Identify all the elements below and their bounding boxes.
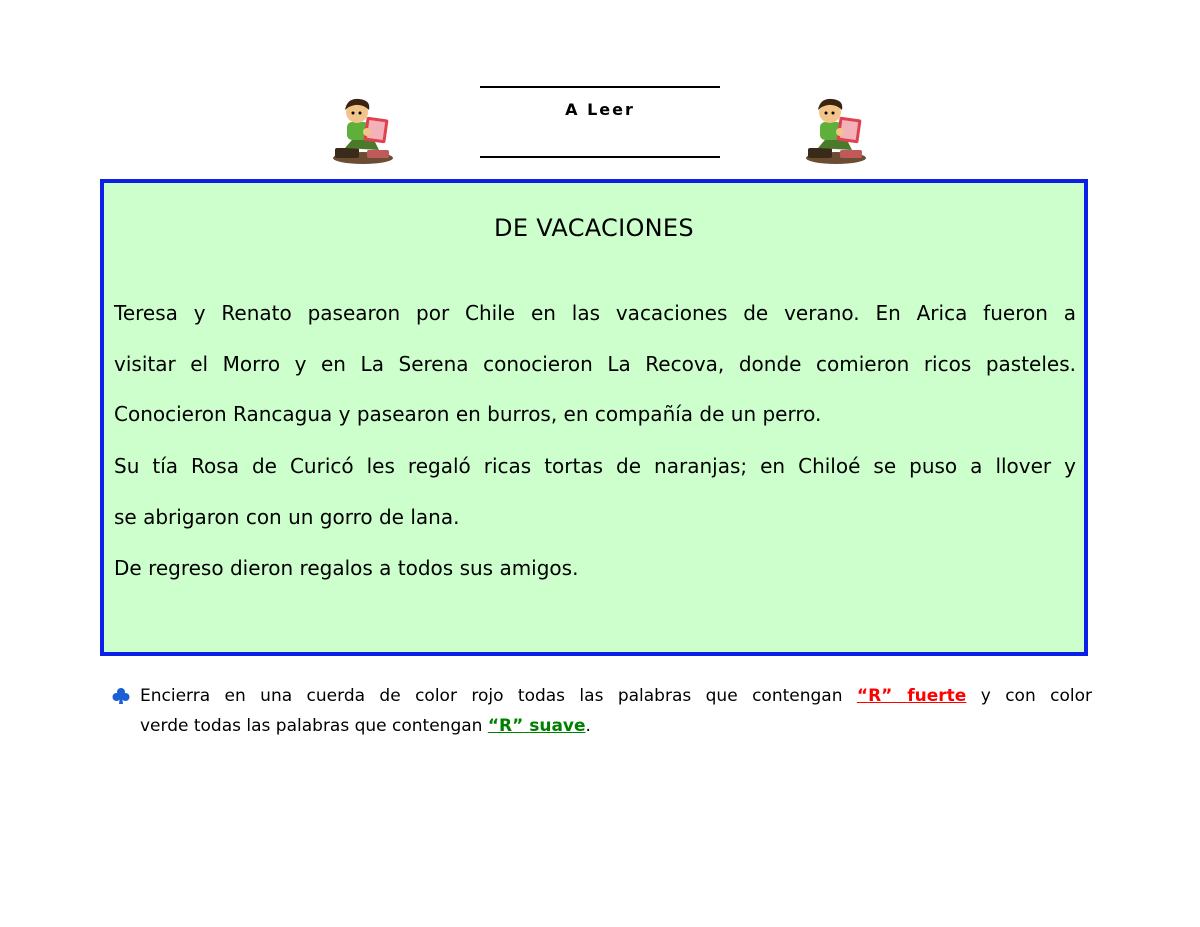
soft-r-highlight xyxy=(488,716,586,736)
child-reading-book-icon xyxy=(800,96,868,166)
story-line: se abrigaron con un gorro de lana. xyxy=(114,505,460,529)
story-line: Teresa y Renato pasearon por Chile en las vacaciones de verano. En Arica fueron a xyxy=(114,301,1076,325)
story-line: Su tía Rosa de Curicó les regaló ricas tortas de naranjas; en Chiloé se puso a llover y xyxy=(114,454,1076,478)
instruction-text: y con color xyxy=(980,686,1092,706)
instruction-line-1 xyxy=(140,684,1092,708)
child-reading-book-icon xyxy=(327,96,395,166)
strong-r-space xyxy=(892,686,907,706)
instruction-text: . xyxy=(585,716,591,736)
story-line: visitar el Morro y en La Serena conocieron La Recova, donde comieron ricos pasteles. xyxy=(114,352,1076,376)
header-title: A Leer xyxy=(565,100,635,119)
reading-title: DE VACACIONES xyxy=(494,214,694,242)
club-icon xyxy=(112,687,130,705)
instruction-line-2 xyxy=(140,714,1092,738)
story-line: Conocieron Rancagua y pasearon en burros, en compañía de un perro. xyxy=(114,402,822,426)
strong-r-quote: “R” xyxy=(856,686,893,706)
strong-r-word: fuerte xyxy=(907,686,967,706)
header xyxy=(480,72,720,162)
soft-r-word: suave xyxy=(529,716,586,736)
header-rule-bottom xyxy=(480,156,720,158)
instruction-text: Encierra en una cuerda de color rojo todas las palabras que contengan xyxy=(140,686,843,706)
reading-box xyxy=(100,179,1088,656)
strong-r-highlight xyxy=(857,686,966,706)
instruction-text: verde todas las palabras que contengan xyxy=(140,716,483,736)
header-rule-top xyxy=(480,86,720,88)
soft-r-quote: “R” xyxy=(487,716,524,736)
story-line: De regreso dieron regalos a todos sus amigos. xyxy=(114,556,579,580)
